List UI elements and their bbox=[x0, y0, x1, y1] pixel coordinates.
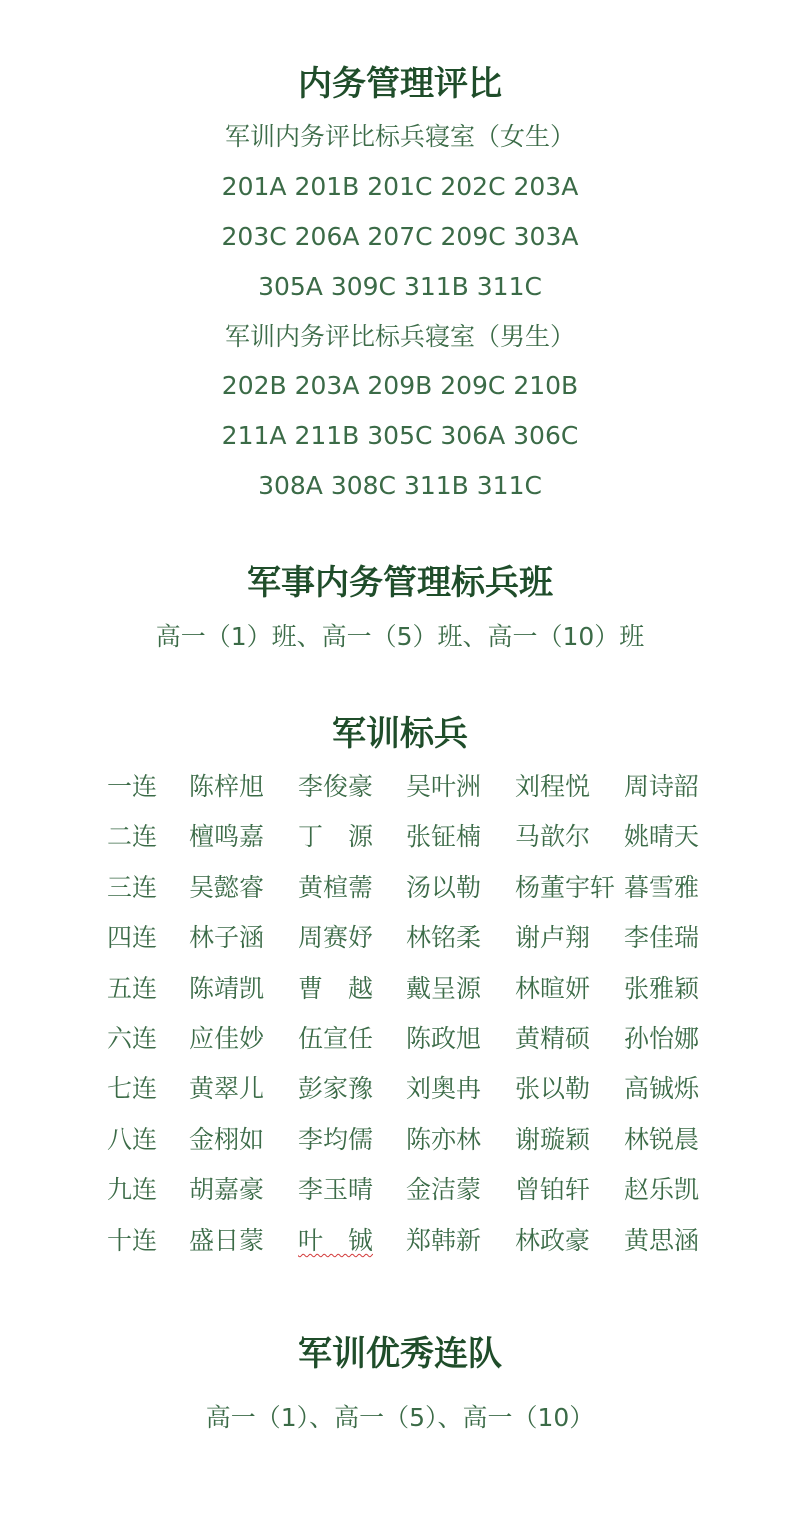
soldier-name: 彭家豫 bbox=[298, 1074, 374, 1103]
company-row bbox=[0, 772, 800, 802]
soldier-name: 陈靖凯 bbox=[189, 974, 265, 1003]
soldier-name: 黄思涵 bbox=[624, 1226, 700, 1255]
soldier-name: 林锐晨 bbox=[624, 1125, 700, 1154]
soldier-name: 孙怡娜 bbox=[624, 1024, 700, 1053]
female-dorm-row: 201A 201B 201C 202C 203A bbox=[221, 172, 579, 201]
soldier-name: 周赛妤 bbox=[298, 923, 374, 952]
housekeeping-title: 内务管理评比 bbox=[298, 64, 502, 104]
soldier-name: 曹 越 bbox=[298, 974, 374, 1003]
soldier-name: 胡嘉豪 bbox=[189, 1175, 265, 1204]
soldier-name: 林暄妍 bbox=[515, 974, 591, 1003]
company-row bbox=[0, 1125, 800, 1155]
excellent-company-text: 高一（1）、高一（5）、高一（10） bbox=[205, 1403, 595, 1432]
soldier-name: 吴懿睿 bbox=[189, 873, 265, 902]
company-label: 六连 bbox=[107, 1024, 158, 1053]
soldier-name: 应佳妙 bbox=[189, 1024, 265, 1053]
soldier-name: 林子涵 bbox=[189, 923, 265, 952]
company-row bbox=[0, 873, 800, 903]
soldier-name: 曾铂轩 bbox=[515, 1175, 591, 1204]
company-label: 五连 bbox=[107, 974, 158, 1003]
female-dorm-row: 305A 309C 311B 311C bbox=[258, 272, 542, 301]
company-label: 一连 bbox=[107, 772, 158, 801]
soldier-name: 杨董宇轩 bbox=[515, 873, 616, 902]
company-row bbox=[0, 822, 800, 852]
model-class-title: 军事内务管理标兵班 bbox=[247, 563, 553, 603]
soldier-name: 叶 铖 bbox=[298, 1226, 374, 1255]
company-label: 三连 bbox=[107, 873, 158, 902]
soldier-name: 张以勒 bbox=[515, 1074, 591, 1103]
soldier-name: 林铭柔 bbox=[406, 923, 482, 952]
soldier-name: 郑韩新 bbox=[406, 1226, 482, 1255]
male-dorm-row: 202B 203A 209B 209C 210B bbox=[221, 371, 579, 400]
soldier-name: 陈亦林 bbox=[406, 1125, 482, 1154]
company-label: 九连 bbox=[107, 1175, 158, 1204]
soldier-name: 黄楦薷 bbox=[298, 873, 374, 902]
soldier-name: 陈政旭 bbox=[406, 1024, 482, 1053]
soldier-name: 高铖烁 bbox=[624, 1074, 700, 1103]
soldier-name: 汤以勒 bbox=[406, 873, 482, 902]
soldier-name: 张雅颖 bbox=[624, 974, 700, 1003]
soldier-name: 黄精硕 bbox=[515, 1024, 591, 1053]
model-class-text: 高一（1）班、高一（5）班、高一（10）班 bbox=[155, 622, 645, 651]
company-row bbox=[0, 923, 800, 953]
soldier-name: 李玉晴 bbox=[298, 1175, 374, 1204]
company-row bbox=[0, 1024, 800, 1054]
soldier-name: 李佳瑞 bbox=[624, 923, 700, 952]
soldier-name: 金洁蒙 bbox=[406, 1175, 482, 1204]
company-row bbox=[0, 1226, 800, 1256]
soldier-name: 刘奥冉 bbox=[406, 1074, 482, 1103]
male-dorm-row: 308A 308C 311B 311C bbox=[258, 471, 542, 500]
soldier-name: 刘程悦 bbox=[515, 772, 591, 801]
soldier-name: 金栩如 bbox=[189, 1125, 265, 1154]
soldier-name: 檀鸣嘉 bbox=[189, 822, 265, 851]
company-label: 八连 bbox=[107, 1125, 158, 1154]
soldier-name: 李均儒 bbox=[298, 1125, 374, 1154]
soldier-name: 陈梓旭 bbox=[189, 772, 265, 801]
company-label: 四连 bbox=[107, 923, 158, 952]
excellent-company-title: 军训优秀连队 bbox=[298, 1334, 502, 1374]
soldier-name: 赵乐凯 bbox=[624, 1175, 700, 1204]
soldier-name: 谢卢翔 bbox=[515, 923, 591, 952]
soldier-name: 伍宣任 bbox=[298, 1024, 374, 1053]
female-dorm-row: 203C 206A 207C 209C 303A bbox=[221, 222, 579, 251]
soldier-name: 吴叶洲 bbox=[406, 772, 482, 801]
company-row bbox=[0, 974, 800, 1004]
soldier-name: 戴呈源 bbox=[406, 974, 482, 1003]
soldier-name: 谢璇颖 bbox=[515, 1125, 591, 1154]
male-dorm-row: 211A 211B 305C 306A 306C bbox=[221, 421, 579, 450]
company-row bbox=[0, 1175, 800, 1205]
company-label: 十连 bbox=[107, 1226, 158, 1255]
soldier-name: 李俊豪 bbox=[298, 772, 374, 801]
model-soldiers-title: 军训标兵 bbox=[332, 714, 468, 754]
soldier-name: 暮雪雅 bbox=[624, 873, 700, 902]
female-dorm-heading: 军训内务评比标兵寝室（女生） bbox=[224, 122, 575, 151]
soldier-name: 黄翠儿 bbox=[189, 1074, 265, 1103]
soldier-name: 丁 源 bbox=[298, 822, 374, 851]
company-label: 二连 bbox=[107, 822, 158, 851]
soldier-name: 盛日蒙 bbox=[189, 1226, 265, 1255]
soldier-name: 林政豪 bbox=[515, 1226, 591, 1255]
soldier-name: 马歆尔 bbox=[515, 822, 591, 851]
soldier-name: 姚晴天 bbox=[624, 822, 700, 851]
company-label: 七连 bbox=[107, 1074, 158, 1103]
soldier-name: 张钲楠 bbox=[406, 822, 482, 851]
male-dorm-heading: 军训内务评比标兵寝室（男生） bbox=[224, 322, 575, 351]
company-row bbox=[0, 1074, 800, 1104]
soldier-name: 周诗韶 bbox=[624, 772, 700, 801]
